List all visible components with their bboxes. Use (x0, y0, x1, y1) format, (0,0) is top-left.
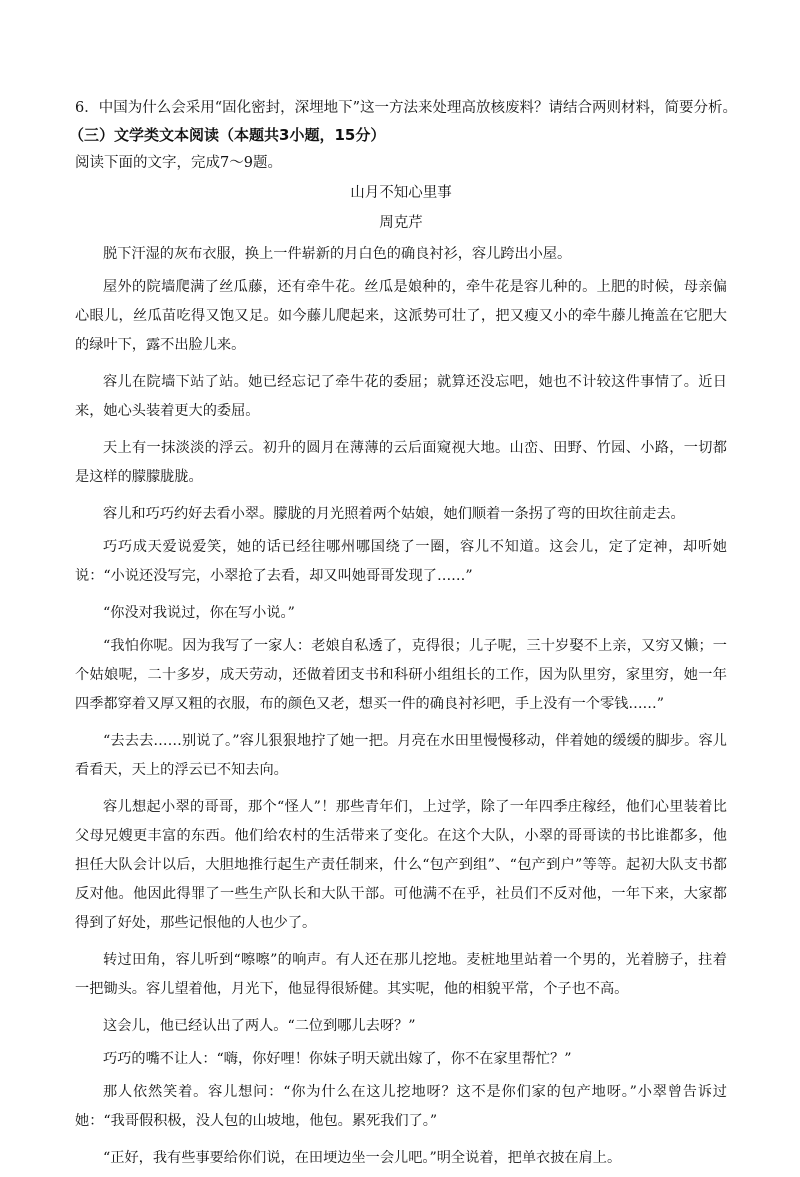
story-paragraph: 巧巧成天爱说爱笑，她的话已经往哪州哪国绕了一圈，容儿不知道。这会儿，定了定神，却听她说：“小说还没写完，小翠抢了去看，却又叫她哥哥发现了……” (75, 539, 727, 584)
reading-instruction: 阅读下面的文字，完成7～9题。 (75, 155, 282, 171)
story-paragraph: “正好，我有些事要给你们说，在田埂边坐一会儿吧。”明全说着，把单衣披在肩上。 (103, 1150, 622, 1166)
story-paragraph: 天上有一抹淡淡的浮云。初升的圆月在薄薄的云后面窥视大地。山峦、田野、竹园、小路，一切都是这样的朦朦胧胧。 (75, 440, 727, 485)
story-paragraph: 转过田角，容儿听到“嚓嚓”的响声。有人还在那儿挖地。麦桩地里站着一个男的，光着膀子，拄着一把锄头。容儿望着他，月光下，他显得很矫健。其实呢，他的相貌平常，个子也不高。 (75, 952, 727, 997)
story-paragraph: 屋外的院墙爬满了丝瓜藤，还有牵牛花。丝瓜是娘种的，牵牛花是容儿种的。上肥的时候，母亲偏心眼儿，丝瓜苗吃得又饱又足。如今藤儿爬起来，这派势可壮了，把又瘦又小的牵牛藤儿掩盖在它肥大的绿叶下，露不出脸儿来。 (75, 279, 727, 353)
story-paragraph: 这会儿，他已经认出了两人。“二位到哪儿去呀？” (103, 1018, 416, 1034)
story-paragraph: 巧巧的嘴不让人：“嗨，你好哩！你妹子明天就出嫁了，你不在家里帮忙？” (103, 1051, 572, 1067)
document-page (69, 98, 738, 1177)
story-author: 周克芹 (379, 215, 423, 231)
story-body (75, 240, 727, 1173)
story-paragraph: 那人依然笑着。容儿想问：“你为什么在这儿挖地呀？这不是你们家的包产地呀。”小翠曾告诉过她：“我哥假积极，没人包的山坡地，他包。累死我们了。” (75, 1084, 727, 1129)
story-paragraph: “我怕你呢。因为我写了一家人：老娘自私透了，克得很；儿子呢，三十岁娶不上亲，又穷又懒；一个姑娘呢，二十多岁，成天劳动，还做着团支书和科研小组组长的工作，因为队里穷，家里穷，她一年四季都穿着又厚又粗的衣服，布的颜色又老，想买一件的确良衬衫吧，手上没有一个零钱……” (75, 638, 727, 712)
question-6: 6．中国为什么会采用“固化密封，深埋地下”这一方法来处理高放核废料？请结合两则材料，简要分析。 (75, 100, 738, 116)
story-paragraph: 脱下汗湿的灰布衣服，换上一件崭新的月白色的确良衬衫，容儿跨出小屋。 (103, 246, 572, 262)
story-paragraph: 容儿在院墙下站了站。她已经忘记了牵牛花的委屈；就算还没忘吧，她也不计较这件事情了。近日来，她心头装着更大的委屈。 (75, 374, 727, 419)
story-paragraph: 容儿和巧巧约好去看小翠。朦胧的月光照着两个姑娘，她们顺着一条拐了弯的田坎往前走去。 (103, 506, 685, 522)
story-paragraph: “你没对我说过，你在写小说。” (103, 605, 295, 621)
story-title: 山月不知心里事 (350, 185, 452, 201)
section-heading: （三）文学类文本阅读（本题共3小题，15分） (69, 126, 386, 144)
story-paragraph: 容儿想起小翠的哥哥，那个“怪人”！那些青年们，上过学，除了一年四季庄稼经，他们心里装着比父母兄嫂更丰富的东西。他们给农村的生活带来了变化。在这个大队，小翠的哥哥读的书比谁都多，他担任大队会计以后，大胆地推行起生产责任制来，什么“包产到组”、“包产到户”等等。起初大队支书都反对他。他因此得罪了一些生产队长和大队干部。可他满不在乎，社员们不反对他，一年下来，大家都得到了好处，那些记恨他的人也少了。 (75, 799, 727, 931)
story-paragraph: “去去去……别说了。”容儿狠狠地拧了她一把。月亮在水田里慢慢移动，伴着她的缓缓的脚步。容儿看看天，天上的浮云已不知去向。 (75, 733, 727, 778)
